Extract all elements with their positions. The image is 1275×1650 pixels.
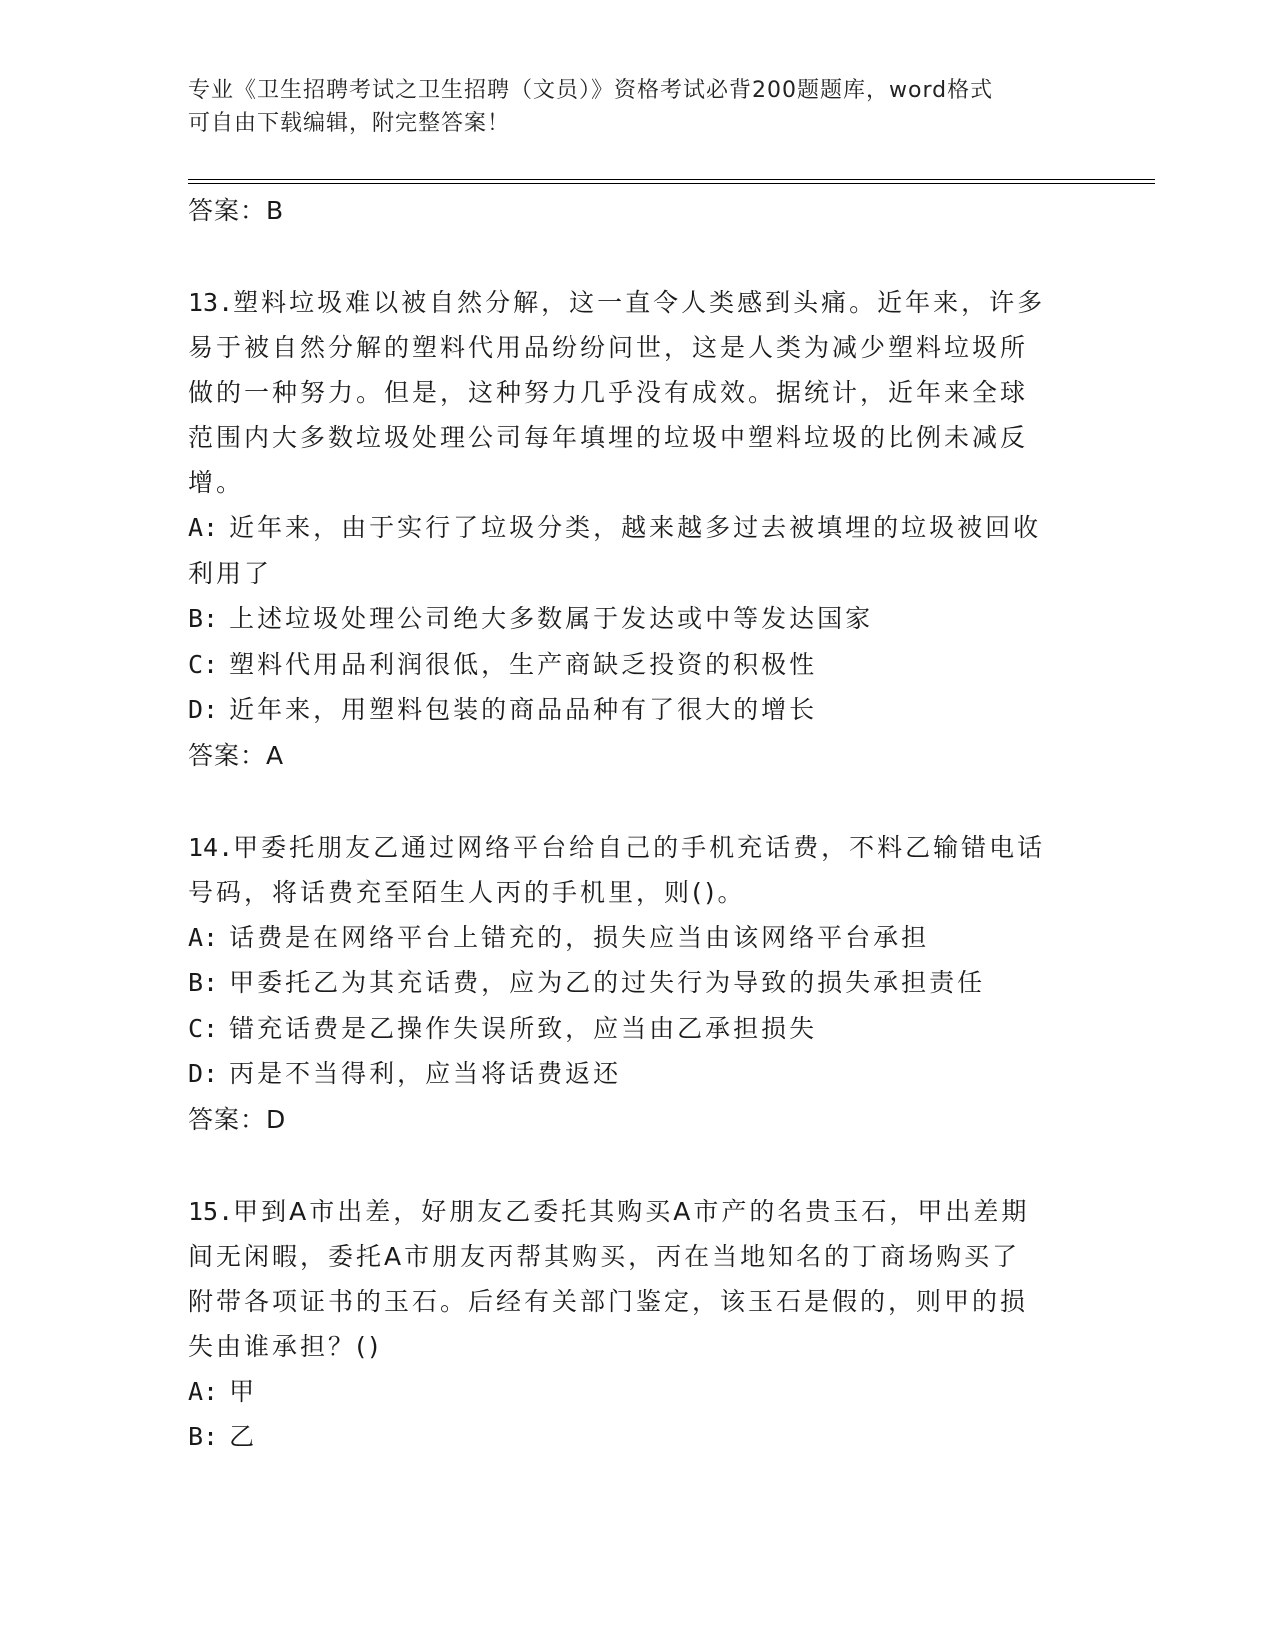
stem-line: 做的一种努力。但是，这种努力几乎没有成效。据统计，近年来全球 xyxy=(188,378,1029,407)
option-label: C: xyxy=(188,649,219,679)
stem-line: 间无闲暇，委托A市朋友丙帮其购买，丙在当地知名的丁商场购买了 xyxy=(188,1241,1021,1271)
spacer xyxy=(188,779,1078,825)
document-header xyxy=(188,74,1088,140)
option-label: A: xyxy=(188,1376,219,1406)
question-stem xyxy=(188,280,1078,505)
option-d xyxy=(188,687,1078,733)
stem-line: 14.甲委托朋友乙通过网络平台给自己的手机充话费，不料乙输错电话 xyxy=(188,832,1046,862)
option-a xyxy=(188,915,1078,961)
question-number: 13. xyxy=(188,288,234,317)
option-text: 错充话费是乙操作失误所致，应当由乙承担损失 xyxy=(229,1013,818,1043)
stem-line: 号码，将话费充至陌生人丙的手机里，则()。 xyxy=(188,877,746,907)
option-label: B: xyxy=(188,1422,219,1451)
previous-answer: 答案：B xyxy=(188,196,285,225)
option-b xyxy=(188,960,1078,1006)
option-text: 近年来，用塑料包装的商品品种有了很大的增长 xyxy=(229,695,818,724)
stem-line: 失由谁承担？() xyxy=(188,1331,382,1361)
question-stem xyxy=(188,1189,1078,1369)
option-c xyxy=(188,1006,1078,1052)
header-divider-bottom xyxy=(188,183,1155,184)
option-b xyxy=(188,596,1078,642)
header-title-line-2: 可自由下载编辑，附完整答案！ xyxy=(188,111,511,136)
stem-line: 13.塑料垃圾难以被自然分解，这一直令人类感到头痛。近年来，许多 xyxy=(188,288,1046,317)
spacer xyxy=(188,234,1078,280)
header-title-line-1: 专业《卫生招聘考试之卫生招聘（文员）》资格考试必背200题题库，word格式 xyxy=(188,78,994,103)
question-13 xyxy=(188,280,1078,779)
option-d xyxy=(188,1051,1078,1097)
option-c xyxy=(188,642,1078,688)
option-label: D: xyxy=(188,695,219,724)
spacer xyxy=(188,1143,1078,1189)
question-number: 14. xyxy=(188,832,234,862)
option-a xyxy=(188,1369,1078,1415)
option-label: C: xyxy=(188,1013,219,1043)
answer-line: 答案：A xyxy=(188,740,285,770)
option-label: A: xyxy=(188,922,219,952)
question-15 xyxy=(188,1189,1078,1460)
question-list xyxy=(188,188,1078,1460)
option-text: 甲 xyxy=(229,1376,258,1406)
option-label: B: xyxy=(188,968,219,997)
stem-line: 15.甲到A市出差，好朋友乙委托其购买A市产的名贵玉石，甲出差期 xyxy=(188,1196,1030,1226)
option-text: 近年来，由于实行了垃圾分类，越来越多过去被填埋的垃圾被回收 xyxy=(229,513,1042,542)
answer-line: 答案：D xyxy=(188,1104,287,1134)
option-text: 上述垃圾处理公司绝大多数属于发达或中等发达国家 xyxy=(229,604,874,633)
question-14 xyxy=(188,825,1078,1143)
option-label: D: xyxy=(188,1059,219,1088)
option-text: 塑料代用品利润很低，生产商缺乏投资的积极性 xyxy=(229,649,818,679)
option-text: 甲委托乙为其充话费，应为乙的过失行为导致的损失承担责任 xyxy=(229,968,986,997)
option-text-continued: 利用了 xyxy=(188,558,273,588)
option-label: A: xyxy=(188,513,219,542)
header-divider-top xyxy=(188,179,1155,180)
option-b xyxy=(188,1414,1078,1460)
option-text: 乙 xyxy=(229,1422,258,1451)
stem-line: 范围内大多数垃圾处理公司每年填埋的垃圾中塑料垃圾的比例未减反 xyxy=(188,423,1029,452)
option-a xyxy=(188,505,1078,596)
stem-line: 附带各项证书的玉石。后经有关部门鉴定，该玉石是假的，则甲的损 xyxy=(188,1286,1029,1316)
question-stem xyxy=(188,825,1078,915)
stem-line: 易于被自然分解的塑料代用品纷纷问世，这是人类为减少塑料垃圾所 xyxy=(188,333,1029,362)
stem-line: 增。 xyxy=(188,468,245,497)
question-number: 15. xyxy=(188,1196,234,1226)
option-text: 话费是在网络平台上错充的，损失应当由该网络平台承担 xyxy=(229,922,930,952)
option-label: B: xyxy=(188,604,219,633)
option-text: 丙是不当得利，应当将话费返还 xyxy=(229,1059,622,1088)
